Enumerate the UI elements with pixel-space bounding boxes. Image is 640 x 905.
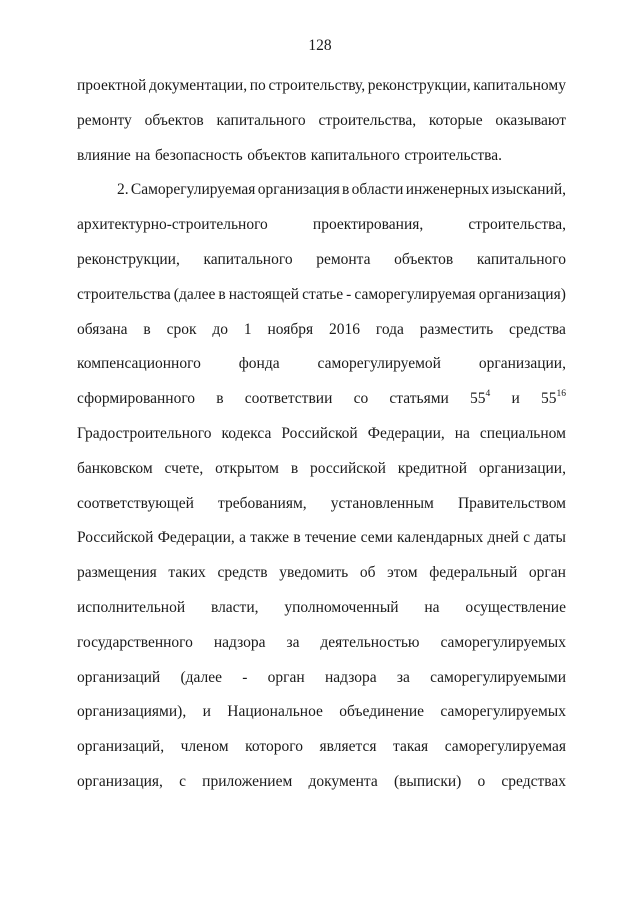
word: 1 xyxy=(243,320,252,338)
word: в xyxy=(290,459,299,477)
superscript: 4 xyxy=(485,389,491,400)
word: строительства xyxy=(77,285,171,303)
text-line xyxy=(77,668,566,688)
word: фонда xyxy=(238,355,280,373)
word: за xyxy=(286,633,300,651)
word: ноября xyxy=(267,320,314,338)
text-line xyxy=(77,702,566,722)
word: $55^{16}$ xyxy=(540,389,566,408)
word: саморегулируемых xyxy=(440,633,566,651)
word: федеральный xyxy=(429,564,518,582)
word: средствах xyxy=(501,773,566,790)
word: на xyxy=(454,425,470,442)
word: Правительством xyxy=(457,494,566,512)
word: специальном xyxy=(479,425,566,442)
superscript: 16 xyxy=(556,389,566,400)
text-line xyxy=(77,633,566,653)
word: ремонту xyxy=(77,111,132,129)
word: компенсационного xyxy=(77,355,201,373)
word: в xyxy=(342,181,350,199)
text-line xyxy=(77,424,566,444)
word: о xyxy=(477,773,486,790)
word: строительства. xyxy=(404,146,503,164)
word: разместить xyxy=(419,320,494,338)
word: кредитной xyxy=(397,459,468,477)
word: безопасность xyxy=(154,146,243,164)
word: до xyxy=(212,320,229,338)
word: исполнительной xyxy=(77,599,186,616)
text-line xyxy=(77,737,566,757)
word: средств xyxy=(217,564,268,582)
word: орган xyxy=(528,564,566,582)
word: изысканий, xyxy=(491,181,566,199)
word: в xyxy=(293,529,301,547)
word: по xyxy=(249,77,266,94)
text-line xyxy=(77,459,566,479)
word: которого xyxy=(245,738,303,756)
page-number: 128 xyxy=(308,37,332,54)
word: реконструкции, xyxy=(77,251,180,268)
word: срок xyxy=(166,320,197,338)
word: саморегулируемая xyxy=(444,738,566,756)
word: размещения xyxy=(77,564,157,582)
word: открытом xyxy=(215,459,279,477)
word: влияние xyxy=(77,146,131,164)
word: статье xyxy=(302,285,344,303)
word: семи xyxy=(360,529,393,547)
word: организация) xyxy=(478,285,566,303)
word: за xyxy=(396,668,410,686)
word: в xyxy=(143,320,151,338)
word: проектной xyxy=(77,77,147,94)
word: Российской xyxy=(281,425,358,442)
word: документа xyxy=(308,773,378,790)
text-line xyxy=(77,598,566,618)
word: Национальное xyxy=(227,703,323,721)
word: настоящей xyxy=(228,285,300,303)
word: такая xyxy=(393,738,429,756)
word: власти, xyxy=(210,599,259,616)
word: также xyxy=(250,529,290,547)
word: организация xyxy=(257,181,340,199)
text-line xyxy=(77,772,566,792)
word: капитального xyxy=(203,251,293,268)
word: приложением xyxy=(202,773,293,790)
text-line xyxy=(77,354,566,374)
word: архитектурно-строительного xyxy=(77,216,268,234)
word: установленным xyxy=(330,494,434,512)
word: строительства, xyxy=(468,216,566,234)
word: членом xyxy=(180,738,229,756)
word: объединение xyxy=(339,703,425,721)
word: и xyxy=(511,390,520,408)
word: области xyxy=(351,181,404,199)
word: государственного xyxy=(77,633,193,651)
word: дней xyxy=(487,529,519,547)
text-line xyxy=(77,76,566,96)
word: (далее xyxy=(173,285,216,303)
text-line xyxy=(117,180,566,200)
word: Российской xyxy=(77,529,154,547)
text-line xyxy=(77,250,566,270)
word: счете, xyxy=(164,459,204,477)
word: организаций, xyxy=(77,738,165,756)
word: которые xyxy=(428,111,483,129)
word: саморегулируемыми xyxy=(430,668,566,686)
word: строительству, xyxy=(268,77,366,94)
word: соответствующей xyxy=(77,494,194,512)
word: (выписки) xyxy=(393,773,462,790)
word: саморегулируемых xyxy=(440,703,566,721)
word: в xyxy=(216,390,224,408)
word: документации, xyxy=(148,77,248,94)
word: на xyxy=(424,599,440,616)
word: уполномоченный xyxy=(284,599,399,616)
text-line xyxy=(77,111,566,131)
word: капитального xyxy=(310,146,400,164)
word: реконструкции, xyxy=(367,77,471,94)
word: строительства, xyxy=(318,111,417,129)
word: саморегулируемой xyxy=(317,355,441,373)
word: организации, xyxy=(478,355,566,373)
word: со xyxy=(353,390,369,408)
word: банковском xyxy=(77,459,153,477)
word: а xyxy=(239,529,246,547)
word: 2016 xyxy=(329,320,361,338)
word: и xyxy=(202,703,211,721)
word: 2. xyxy=(117,181,129,199)
word: года xyxy=(375,320,404,338)
word: саморегулируемая xyxy=(354,285,476,303)
word: Федерации, xyxy=(367,425,445,442)
word: капитального xyxy=(476,251,566,268)
word: этом xyxy=(387,564,418,582)
word: организация, xyxy=(77,773,163,790)
word: орган xyxy=(267,668,305,686)
word: проектирования, xyxy=(312,216,424,234)
word: (далее xyxy=(180,668,223,686)
word: календарных xyxy=(397,529,484,547)
word: является xyxy=(319,738,377,756)
word: капитальному xyxy=(473,77,566,94)
word: надзора xyxy=(324,668,377,686)
word: деятельностью xyxy=(320,633,420,651)
word: кодекса xyxy=(221,425,272,442)
word: с xyxy=(179,773,186,790)
word: оказывают xyxy=(495,111,566,129)
word: - xyxy=(242,668,248,686)
word: уведомить xyxy=(279,564,349,582)
word: объектов xyxy=(394,251,454,268)
text-line xyxy=(77,215,566,235)
word: организаций xyxy=(77,668,161,686)
word: объектов xyxy=(144,111,204,129)
word: на xyxy=(135,146,151,164)
text-line xyxy=(77,563,566,583)
word: Саморегулируемая xyxy=(130,181,256,199)
text-line xyxy=(77,528,566,548)
text-line xyxy=(77,320,566,340)
text-line xyxy=(77,146,566,166)
word: организациями), xyxy=(77,703,187,721)
word: об xyxy=(359,564,376,582)
word: требованиям, xyxy=(218,494,307,512)
word: средства xyxy=(509,320,566,338)
word: $55^4$ xyxy=(470,389,491,408)
word: капитального xyxy=(216,111,306,129)
word: осуществление xyxy=(465,599,566,616)
word: даты xyxy=(534,529,566,547)
word: таких xyxy=(168,564,206,582)
word: статьями xyxy=(389,390,449,408)
text-line xyxy=(77,285,566,305)
word: Федерации, xyxy=(157,529,235,547)
word: с xyxy=(523,529,531,547)
word: - xyxy=(346,285,352,303)
word: организации, xyxy=(478,459,566,477)
word: объектов xyxy=(247,146,307,164)
word: надзора xyxy=(213,633,266,651)
text-line xyxy=(77,494,566,514)
text-line xyxy=(77,389,566,409)
word: российской xyxy=(310,459,386,477)
word: в xyxy=(218,285,226,303)
word: обязана xyxy=(77,320,128,338)
word: сформированного xyxy=(77,390,196,408)
word: инженерных xyxy=(405,181,490,199)
word: течение xyxy=(304,529,357,547)
word: соответствии xyxy=(244,390,333,408)
word: ремонта xyxy=(316,251,371,268)
word: Градостроительного xyxy=(77,425,212,442)
